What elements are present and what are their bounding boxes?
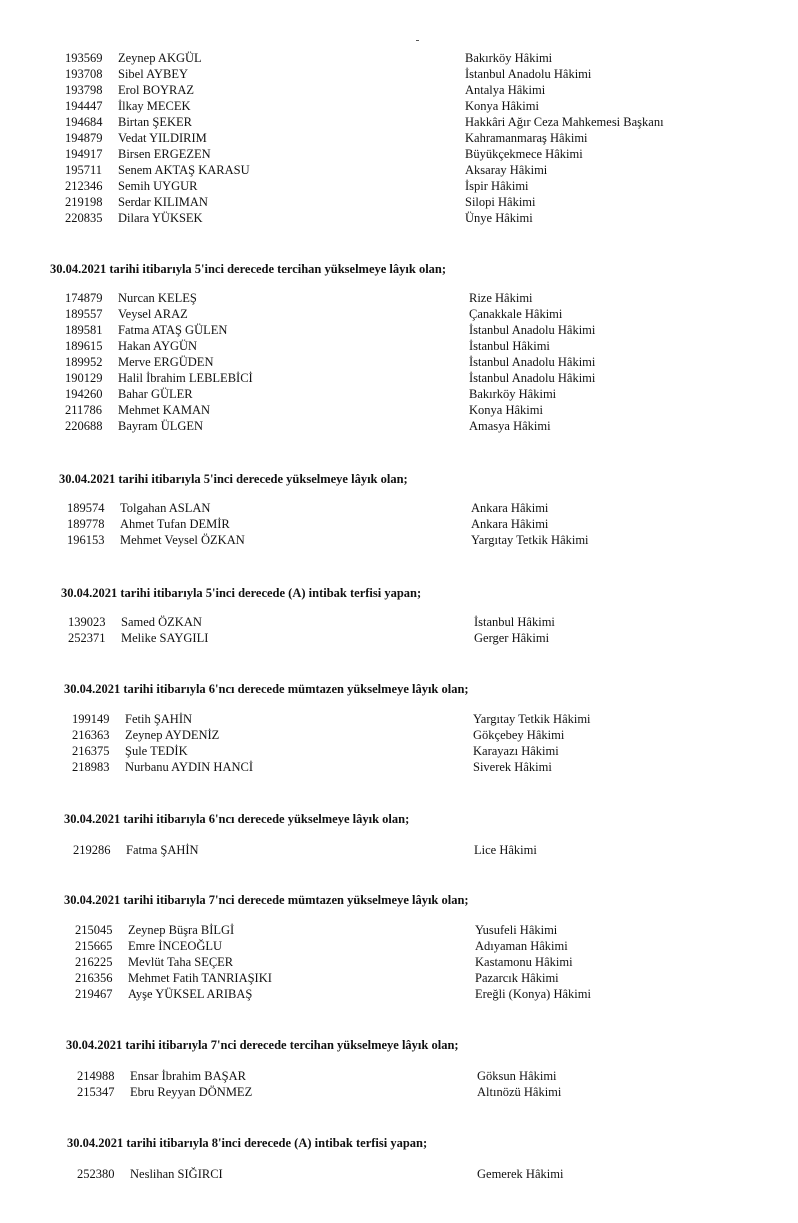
person-name: Ensar İbrahim BAŞAR — [130, 1069, 246, 1083]
list-item — [65, 418, 760, 434]
person-name: Şule TEDİK — [125, 744, 188, 758]
list-item — [65, 66, 760, 82]
person-name: Birsen ERGEZEN — [118, 147, 211, 161]
registry-number: 189952 — [65, 355, 103, 369]
list-item — [65, 210, 760, 226]
registry-number: 194260 — [65, 387, 103, 401]
person-name: Ayşe YÜKSEL ARIBAŞ — [128, 987, 253, 1001]
personnel-list — [72, 711, 760, 775]
assigned-post: Çanakkale Hâkimi — [469, 307, 563, 321]
person-name: Hakan AYGÜN — [118, 339, 198, 353]
list-item — [65, 162, 760, 178]
assigned-post: İstanbul Anadolu Hâkimi — [465, 67, 592, 81]
person-name: Emre İNCEOĞLU — [128, 939, 223, 953]
person-name: Fetih ŞAHİN — [125, 712, 193, 726]
person-name: Halil İbrahim LEBLEBİCİ — [118, 371, 253, 385]
list-item — [72, 711, 760, 727]
scan-mark — [416, 40, 419, 41]
person-name: Veysel ARAZ — [118, 307, 188, 321]
list-item — [65, 402, 760, 418]
person-name: Erol BOYRAZ — [118, 83, 195, 97]
registry-number: 219198 — [65, 195, 103, 209]
person-name: Tolgahan ASLAN — [120, 501, 211, 515]
assigned-post: Siverek Hâkimi — [473, 760, 552, 774]
list-item — [65, 130, 760, 146]
registry-number: 219467 — [75, 987, 113, 1001]
list-item — [65, 290, 760, 306]
registry-number: 189557 — [65, 307, 103, 321]
list-item — [65, 354, 760, 370]
assigned-post: İstanbul Anadolu Hâkimi — [469, 371, 596, 385]
section-heading: 30.04.2021 tarihi itibarıyla 8'inci derecede (A) intibak terfisi yapan; — [67, 1136, 428, 1150]
registry-number: 194917 — [65, 147, 103, 161]
person-name: Vedat YILDIRIM — [118, 131, 207, 145]
list-item — [65, 82, 760, 98]
registry-number: 193569 — [65, 51, 103, 65]
assigned-post: Kastamonu Hâkimi — [475, 955, 573, 969]
person-name: Mevlüt Taha SEÇER — [128, 955, 234, 969]
registry-number: 212346 — [65, 179, 103, 193]
assigned-post: Hakkâri Ağır Ceza Mahkemesi Başkanı — [465, 115, 664, 129]
assigned-post: Yusufeli Hâkimi — [475, 923, 558, 937]
list-item — [73, 842, 760, 858]
person-name: Sibel AYBEY — [118, 67, 189, 81]
person-name: Fatma ATAŞ GÜLEN — [118, 323, 228, 337]
list-item — [67, 532, 760, 548]
person-name: Melike SAYGILI — [121, 631, 209, 645]
list-item — [65, 114, 760, 130]
list-item — [67, 500, 760, 516]
assigned-post: Lice Hâkimi — [474, 843, 537, 857]
registry-number: 189778 — [67, 517, 105, 531]
assigned-post: Konya Hâkimi — [465, 99, 539, 113]
registry-number: 194879 — [65, 131, 103, 145]
assigned-post: Büyükçekmece Hâkimi — [465, 147, 583, 161]
personnel-list — [65, 50, 760, 226]
person-name: Nurbanu AYDIN HANCİ — [125, 760, 254, 774]
registry-number: 189615 — [65, 339, 103, 353]
person-name: İlkay MECEK — [118, 99, 191, 113]
section-heading: 30.04.2021 tarihi itibarıyla 6'ncı derecede yükselmeye lâyık olan; — [64, 812, 410, 826]
assigned-post: Gökçebey Hâkimi — [473, 728, 565, 742]
person-name: Zeynep Büşra BİLGİ — [128, 923, 235, 937]
list-item — [75, 938, 760, 954]
registry-number: 215665 — [75, 939, 113, 953]
registry-number: 193708 — [65, 67, 103, 81]
assigned-post: Bakırköy Hâkimi — [469, 387, 557, 401]
list-item — [77, 1084, 760, 1100]
list-item — [65, 178, 760, 194]
personnel-list — [67, 500, 760, 548]
assigned-post: İstanbul Hâkimi — [469, 339, 550, 353]
section-heading: 30.04.2021 tarihi itibarıyla 5'inci derecede tercihan yükselmeye lâyık olan; — [50, 262, 447, 276]
assigned-post: Bakırköy Hâkimi — [465, 51, 553, 65]
registry-number: 215347 — [77, 1085, 115, 1099]
assigned-post: Gerger Hâkimi — [474, 631, 550, 645]
section-heading: 30.04.2021 tarihi itibarıyla 7'nci derecede tercihan yükselmeye lâyık olan; — [66, 1038, 459, 1052]
person-name: Nurcan KELEŞ — [118, 291, 197, 305]
person-name: Mehmet Fatih TANRIAŞIKI — [128, 971, 272, 985]
registry-number: 189581 — [65, 323, 103, 337]
section-heading: 30.04.2021 tarihi itibarıyla 5'inci derecede yükselmeye lâyık olan; — [59, 472, 408, 486]
person-name: Bayram ÜLGEN — [118, 419, 204, 433]
registry-number: 215045 — [75, 923, 113, 937]
list-item — [75, 986, 760, 1002]
registry-number: 211786 — [65, 403, 103, 417]
personnel-list — [75, 922, 760, 1002]
registry-number: 219286 — [73, 843, 111, 857]
assigned-post: Ünye Hâkimi — [465, 211, 533, 225]
registry-number: 216375 — [72, 744, 110, 758]
section-heading: 30.04.2021 tarihi itibarıyla 7'nci derecede mümtazen yükselmeye lâyık olan; — [64, 893, 469, 907]
person-name: Ahmet Tufan DEMİR — [120, 517, 230, 531]
list-item — [77, 1068, 760, 1084]
registry-number: 193798 — [65, 83, 103, 97]
registry-number: 139023 — [68, 615, 106, 629]
list-item — [65, 338, 760, 354]
person-name: Zeynep AKGÜL — [118, 51, 202, 65]
list-item — [65, 370, 760, 386]
person-name: Serdar KILIMAN — [118, 195, 208, 209]
assigned-post: Yargıtay Tetkik Hâkimi — [473, 712, 591, 726]
registry-number: 216356 — [75, 971, 113, 985]
personnel-list — [68, 614, 760, 646]
list-item — [77, 1166, 760, 1182]
assigned-post: Aksaray Hâkimi — [465, 163, 548, 177]
list-item — [65, 98, 760, 114]
person-name: Mehmet Veysel ÖZKAN — [120, 533, 245, 547]
person-name: Neslihan SIĞIRCI — [130, 1167, 223, 1181]
person-name: Dilara YÜKSEK — [118, 211, 203, 225]
assigned-post: İstanbul Hâkimi — [474, 615, 555, 629]
person-name: Ebru Reyyan DÖNMEZ — [130, 1085, 253, 1099]
list-item — [75, 922, 760, 938]
person-name: Zeynep AYDENİZ — [125, 728, 220, 742]
list-item — [65, 386, 760, 402]
person-name: Semih UYGUR — [118, 179, 198, 193]
assigned-post: Silopi Hâkimi — [465, 195, 536, 209]
registry-number: 174879 — [65, 291, 103, 305]
assigned-post: Gemerek Hâkimi — [477, 1167, 564, 1181]
assigned-post: Pazarcık Hâkimi — [475, 971, 559, 985]
person-name: Samed ÖZKAN — [121, 615, 202, 629]
person-name: Merve ERGÜDEN — [118, 355, 214, 369]
assigned-post: Konya Hâkimi — [469, 403, 543, 417]
assigned-post: Amasya Hâkimi — [469, 419, 551, 433]
assigned-post: İstanbul Anadolu Hâkimi — [469, 355, 596, 369]
personnel-list — [65, 290, 760, 434]
assigned-post: Karayazı Hâkimi — [473, 744, 559, 758]
list-item — [65, 194, 760, 210]
registry-number: 190129 — [65, 371, 103, 385]
list-item — [67, 516, 760, 532]
assigned-post: Rize Hâkimi — [469, 291, 533, 305]
person-name: Birtan ŞEKER — [118, 115, 192, 129]
assigned-post: Ankara Hâkimi — [471, 517, 549, 531]
list-item — [72, 743, 760, 759]
registry-number: 216225 — [75, 955, 113, 969]
personnel-list — [73, 842, 760, 858]
list-item — [68, 630, 760, 646]
list-item — [65, 306, 760, 322]
list-item — [72, 759, 760, 775]
registry-number: 252371 — [68, 631, 106, 645]
list-item — [72, 727, 760, 743]
registry-number: 189574 — [67, 501, 105, 515]
assigned-post: Ankara Hâkimi — [471, 501, 549, 515]
registry-number: 194684 — [65, 115, 103, 129]
assigned-post: Adıyaman Hâkimi — [475, 939, 568, 953]
assigned-post: Göksun Hâkimi — [477, 1069, 557, 1083]
registry-number: 214988 — [77, 1069, 115, 1083]
section-heading: 30.04.2021 tarihi itibarıyla 6'ncı derecede mümtazen yükselmeye lâyık olan; — [64, 682, 469, 696]
assigned-post: İspir Hâkimi — [465, 179, 529, 193]
list-item — [75, 970, 760, 986]
registry-number: 196153 — [67, 533, 105, 547]
section-heading: 30.04.2021 tarihi itibarıyla 5'inci derecede (A) intibak terfisi yapan; — [61, 586, 422, 600]
list-item — [68, 614, 760, 630]
registry-number: 220688 — [65, 419, 103, 433]
assigned-post: Antalya Hâkimi — [465, 83, 546, 97]
registry-number: 218983 — [72, 760, 110, 774]
person-name: Mehmet KAMAN — [118, 403, 211, 417]
registry-number: 199149 — [72, 712, 110, 726]
registry-number: 252380 — [77, 1167, 115, 1181]
registry-number: 220835 — [65, 211, 103, 225]
person-name: Senem AKTAŞ KARASU — [118, 163, 250, 177]
list-item — [65, 146, 760, 162]
registry-number: 194447 — [65, 99, 103, 113]
personnel-list — [77, 1068, 760, 1100]
registry-number: 195711 — [65, 163, 103, 177]
assigned-post: Kahramanmaraş Hâkimi — [465, 131, 588, 145]
assigned-post: Altınözü Hâkimi — [477, 1085, 562, 1099]
personnel-list — [77, 1166, 760, 1182]
assigned-post: Yargıtay Tetkik Hâkimi — [471, 533, 589, 547]
list-item — [65, 322, 760, 338]
list-item — [65, 50, 760, 66]
assigned-post: Ereğli (Konya) Hâkimi — [475, 987, 591, 1001]
list-item — [75, 954, 760, 970]
person-name: Fatma ŞAHİN — [126, 843, 199, 857]
assigned-post: İstanbul Anadolu Hâkimi — [469, 323, 596, 337]
registry-number: 216363 — [72, 728, 110, 742]
person-name: Bahar GÜLER — [118, 387, 193, 401]
